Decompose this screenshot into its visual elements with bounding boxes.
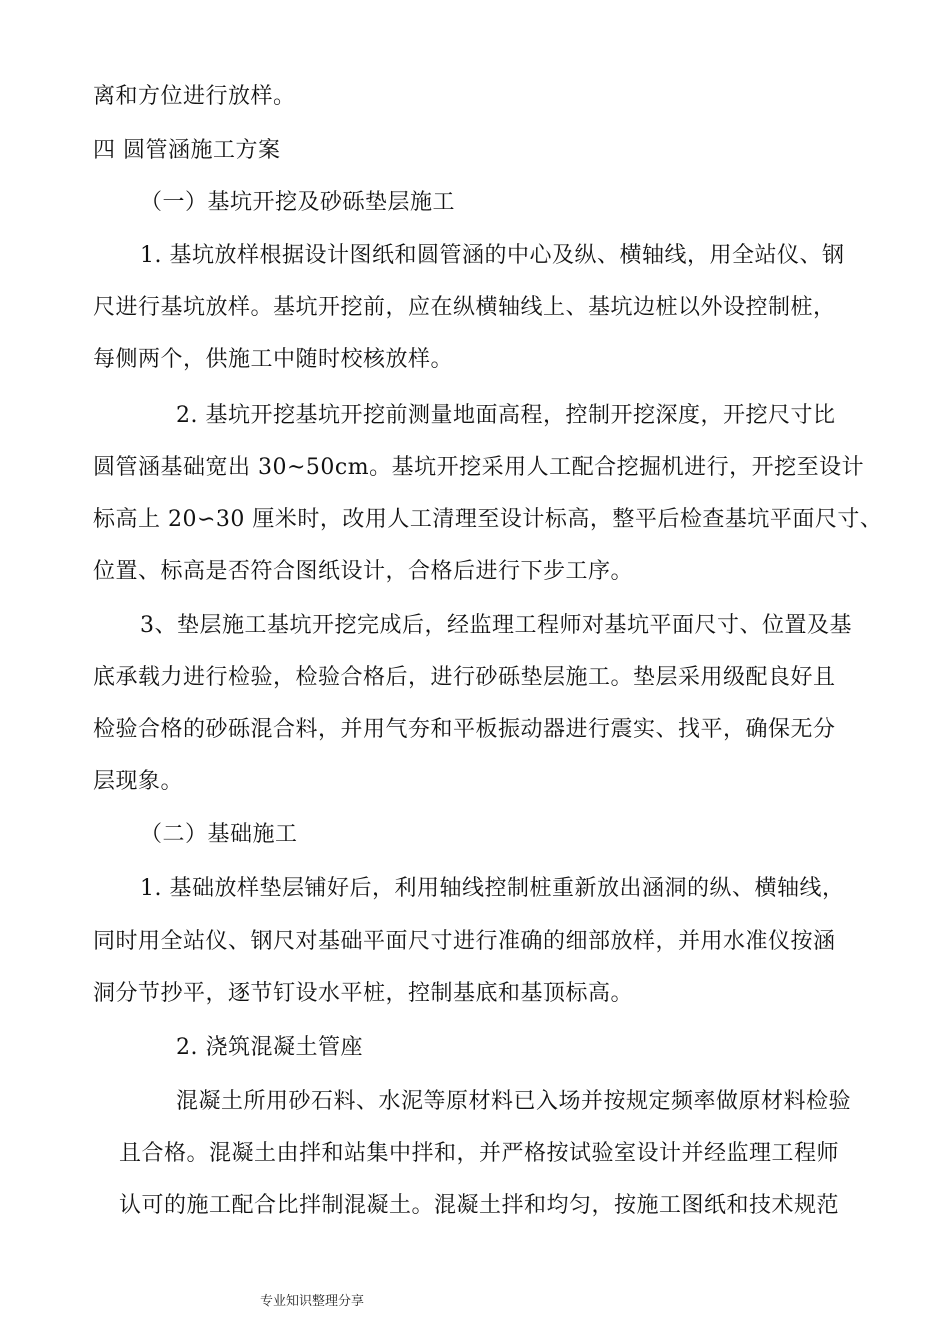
text-line: 层现象。 — [93, 769, 184, 794]
text-line: 1. 基础放样垫层铺好后，利用轴线控制桩重新放出涵洞的纵、横轴线， — [140, 876, 845, 901]
text-line: 2. 基坑开挖基坑开挖前测量地面高程，控制开挖深度，开挖尺寸比 — [176, 403, 836, 428]
text-line: 底承载力进行检验，检验合格后，进行砂砾垫层施工。垫层采用级配良好且 — [93, 665, 836, 690]
text-line: 1. 基坑放样根据设计图纸和圆管涵的中心及纵、横轴线，用全站仪、钢 — [140, 243, 845, 268]
section-heading: 四 圆管涵施工方案 — [93, 138, 281, 163]
text-line: 洞分节抄平，逐节钉设水平桩，控制基底和基顶标高。 — [93, 981, 634, 1006]
text-line: 尺进行基坑放样。基坑开挖前，应在纵横轴线上、基坑边桩以外设控制桩， — [93, 295, 836, 320]
subsection-heading: （一）基坑开挖及砂砾垫层施工 — [140, 190, 456, 215]
text-line: 位置、标高是否符合图纸设计，合格后进行下步工序。 — [93, 559, 634, 584]
subsection-heading: （二）基础施工 — [140, 822, 298, 847]
text-line: 混凝土所用砂石料、水泥等原材料已入场并按规定频率做原材料检验 — [176, 1089, 852, 1114]
text-line: 认可的施工配合比拌制混凝土。混凝土拌和均匀，按施工图纸和技术规范 — [119, 1193, 840, 1218]
text-line: 且合格。混凝土由拌和站集中拌和，并严格按试验室设计并经监理工程师 — [119, 1141, 840, 1166]
text-line: 圆管涵基础宽出 30~50cm。基坑开挖采用人工配合挖掘机进行，开挖至设计 — [93, 455, 865, 480]
text-line: 检验合格的砂砾混合料，并用气夯和平板振动器进行震实、找平，确保无分 — [93, 717, 836, 742]
text-line: 每侧两个，供施工中随时校核放样。 — [93, 347, 454, 372]
text-line: 2. 浇筑混凝土管座 — [176, 1035, 363, 1060]
text-line: 同时用全站仪、钢尺对基础平面尺寸进行准确的细部放样，并用水准仪按涵 — [93, 929, 836, 954]
text-line: 3、垫层施工基坑开挖完成后，经监理工程师对基坑平面尺寸、位置及基 — [140, 613, 852, 638]
text-line: 离和方位进行放样。 — [93, 84, 296, 109]
text-line: 标高上 20∽30 厘米时，改用人工清理至设计标高，整平后检查基坑平面尺寸、 — [93, 507, 883, 532]
page-footer: 专业知识整理分享 — [260, 1294, 365, 1309]
